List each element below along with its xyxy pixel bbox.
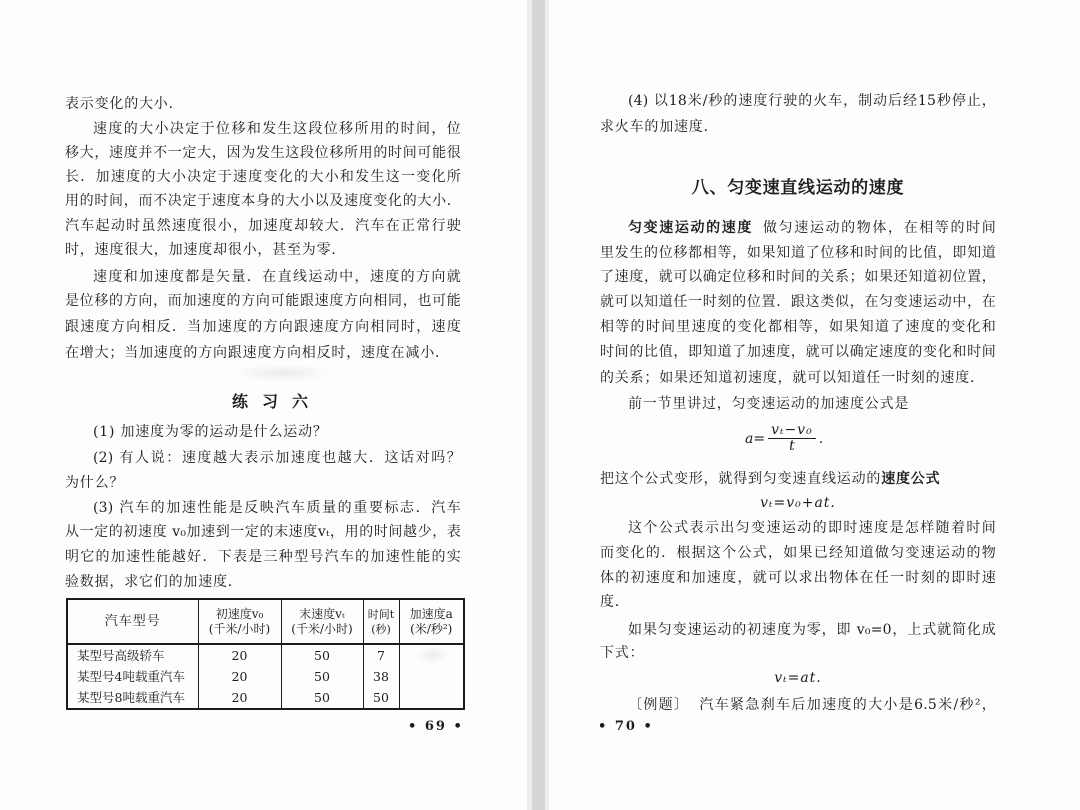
table-cell-vt: 50 bbox=[281, 666, 363, 687]
table-cell-model: 某型号8吨载重汽车 bbox=[77, 690, 185, 705]
left-page bbox=[0, 0, 527, 810]
text-line: 前一节里讲过，匀变速运动的加速度公式是 bbox=[628, 396, 910, 412]
exercise-line: 求火车的加速度． bbox=[600, 119, 719, 135]
bold-term: 速度公式 bbox=[881, 471, 941, 487]
exercise-line: (4) 以18米/秒的速度行驶的火车，制动后经15秒停止， bbox=[628, 93, 996, 109]
exercise-line: (3) 汽车的加速性能是反映汽车质量的重要标志．汽车 bbox=[93, 500, 461, 516]
text-line: 的关系；如果还知道初速度，就可以知道任一时刻的速度． bbox=[600, 370, 985, 386]
scan-smudge bbox=[418, 646, 448, 664]
formula-end: . bbox=[818, 430, 824, 447]
table-cell-t: 50 bbox=[363, 687, 399, 709]
table-cell-model: 某型号4吨载重汽车 bbox=[77, 669, 185, 684]
formula-acceleration bbox=[745, 423, 823, 454]
header-label: 时间t bbox=[367, 607, 395, 621]
header-unit: (千米/小时) bbox=[291, 621, 353, 636]
header-unit: (千米/小时) bbox=[208, 621, 271, 636]
formula-velocity: vₜ=v₀+at. bbox=[760, 495, 836, 511]
table-cell-empty bbox=[399, 687, 464, 709]
exercise-line: (2) 有人说：速度越大表示加速度也越大．这话对吗？ bbox=[93, 450, 461, 466]
exercise-line: 验数据，求它们的加速度． bbox=[65, 574, 243, 590]
text-line: 用的时间，而不决定于速度本身的大小以及速度变化的大小． bbox=[65, 193, 461, 209]
page-number: • 70 • bbox=[598, 719, 654, 734]
formula-fraction bbox=[768, 423, 816, 454]
header-unit: (米/秒²) bbox=[410, 621, 453, 636]
exercise-line: 明它的加速性能越好．下表是三种型号汽车的加速性能的实 bbox=[65, 549, 461, 565]
text-line: 下式： bbox=[600, 645, 645, 661]
text-line: 这个公式表示出匀变速运动的即时速度是怎样随着时间 bbox=[628, 520, 996, 536]
table-header-cell bbox=[399, 599, 464, 644]
table-header-cell bbox=[363, 599, 399, 644]
table-row bbox=[67, 666, 464, 687]
text-line: 相等的时间里速度的变化都相等，如果知道了速度的变化和 bbox=[600, 319, 996, 335]
text-line: 移大，速度并不一定大，因为发生这段位移所用的时间可能很 bbox=[65, 145, 461, 161]
table-row bbox=[67, 687, 464, 709]
text-line: 速度的大小决定于位移和发生这段位移所用的时间，位 bbox=[93, 121, 461, 137]
fraction-denominator: t bbox=[789, 438, 795, 454]
table-cell-t: 38 bbox=[363, 666, 399, 687]
text-span: 做匀速运动的物体，在相等的时间 bbox=[763, 220, 996, 236]
table-header-row bbox=[67, 599, 464, 644]
table-cell-vt: 50 bbox=[281, 644, 363, 666]
exercise-heading: 练习六 bbox=[231, 392, 322, 411]
header-label: 初速度v₀ bbox=[215, 606, 264, 621]
header-label: 末速度vₜ bbox=[299, 606, 345, 621]
paragraph-lead: 匀变速运动的速度 bbox=[628, 220, 754, 236]
text-line: 度． bbox=[600, 594, 630, 610]
page-gutter bbox=[527, 0, 549, 810]
text-line: 如果匀变速运动的初速度为零，即 v₀=0，上式就简化成 bbox=[628, 622, 996, 638]
exercise-line: (1) 加速度为零的运动是什么运动？ bbox=[93, 424, 328, 440]
text-line: 长．加速度的大小决定于速度变化的大小和发生这一变化所 bbox=[65, 169, 461, 185]
text-line: 是位移的方向，而加速度的方向可能跟速度方向相同，也可能 bbox=[65, 293, 461, 309]
text-line: 速度和加速度都是矢量．在直线运动中，速度的方向就 bbox=[93, 269, 461, 285]
table-row bbox=[67, 644, 464, 666]
example-label: 〔例题〕 bbox=[628, 697, 690, 713]
table-header-cell bbox=[67, 599, 198, 644]
page-number: • 69 • bbox=[408, 719, 464, 734]
formula-lhs: a= bbox=[745, 430, 766, 447]
header-label: 加速度a bbox=[409, 606, 453, 621]
header-unit: (秒) bbox=[371, 622, 391, 636]
text-line bbox=[628, 219, 996, 237]
exercise-line: 从一定的初速度 v₀加速到一定的末速度vₜ，用的时间越少，表 bbox=[65, 524, 461, 540]
text-line: 就可以知道任一时刻的位置．跟这类似，在匀变速运动中，在 bbox=[600, 294, 996, 310]
text-line: 里发生的位移都相等，如果知道了位移和时间的比值，即知道 bbox=[600, 245, 996, 261]
text-line: 汽车起动时虽然速度很小，加速度却较大．汽车在正常行驶 bbox=[65, 218, 461, 234]
fraction-numerator: vₜ−v₀ bbox=[768, 423, 816, 439]
example-text: 汽车紧急刹车后加速度的大小是6.5米/秒²， bbox=[699, 697, 996, 713]
table-cell-v0: 20 bbox=[198, 687, 281, 709]
text-span: 把这个公式变形，就得到匀变速直线运动的 bbox=[600, 471, 882, 487]
header-label: 汽车型号 bbox=[104, 614, 161, 629]
table-cell-model: 某型号高级轿车 bbox=[77, 648, 165, 663]
table-header-cell bbox=[198, 599, 281, 644]
acceleration-data-table bbox=[66, 598, 465, 710]
scan-smudge bbox=[232, 364, 332, 382]
exercise-line: 为什么？ bbox=[65, 475, 125, 491]
table-cell-v0: 20 bbox=[198, 644, 281, 666]
example-line bbox=[628, 696, 996, 714]
table-cell-t: 7 bbox=[363, 644, 399, 666]
right-page bbox=[549, 0, 1080, 810]
text-line: 表示变化的大小． bbox=[65, 96, 184, 112]
table-cell-v0: 20 bbox=[198, 666, 281, 687]
section-heading: 八、匀变速直线运动的速度 bbox=[691, 178, 905, 198]
table-cell-empty bbox=[399, 666, 464, 687]
text-line: 跟速度方向相反．当加速度的方向跟速度方向相同时，速度 bbox=[65, 319, 461, 335]
text-line: 体的初速度和加速度，就可以求出物体在任一时刻的即时速 bbox=[600, 570, 996, 586]
table-header-cell bbox=[281, 599, 363, 644]
formula-zero-start: vₜ=at. bbox=[774, 670, 822, 686]
table-cell-vt: 50 bbox=[281, 687, 363, 709]
text-line: 时间的比值，即知道了加速度，就可以确定速度的变化和时间 bbox=[600, 344, 996, 360]
text-line: 了速度，就可以确定位移和时间的关系；如果还知道初位置， bbox=[600, 269, 996, 285]
text-line bbox=[600, 470, 940, 488]
text-line: 而变化的．根据这个公式，如果已经知道做匀变速运动的物 bbox=[600, 545, 996, 561]
text-line: 在增大；当加速度的方向跟速度方向相反时，速度在减小． bbox=[65, 345, 450, 361]
text-line: 时，速度很大，加速度却很小，甚至为零． bbox=[65, 242, 347, 258]
